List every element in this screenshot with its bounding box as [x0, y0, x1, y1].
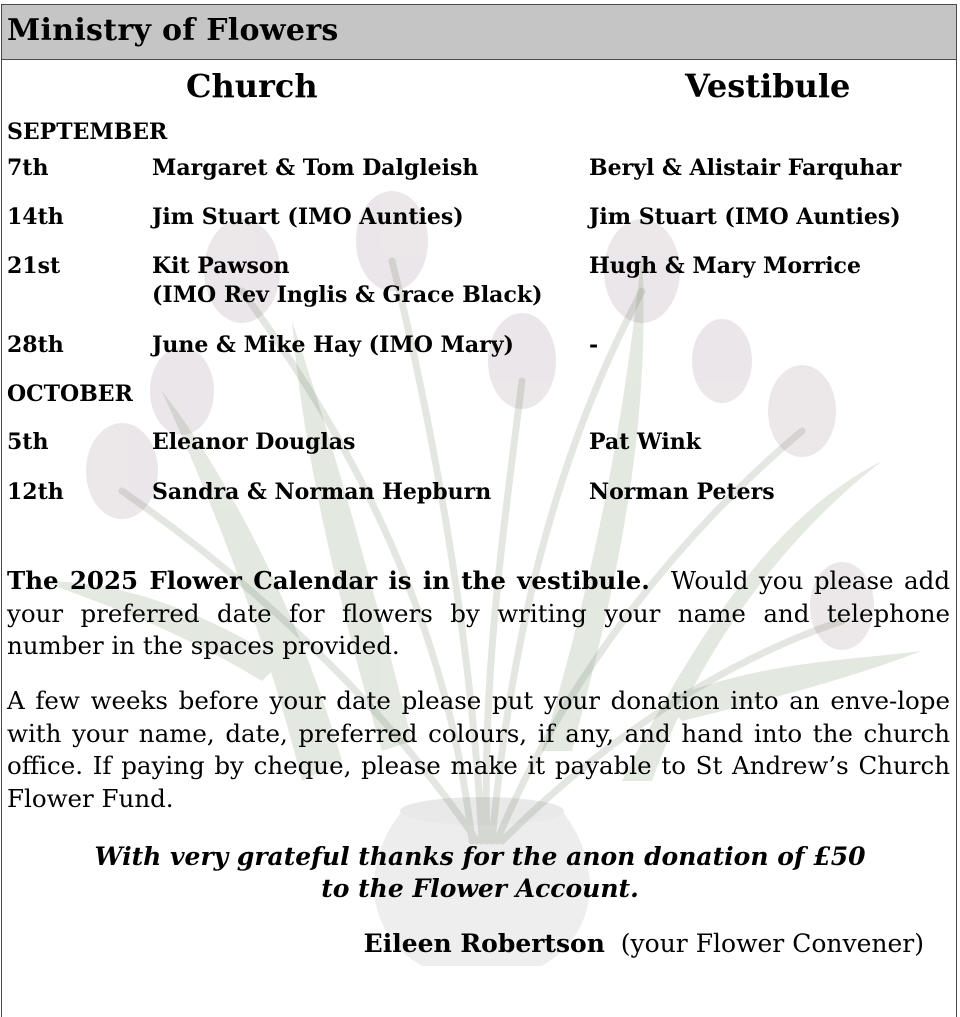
church-cell: Kit Pawson [152, 253, 290, 279]
date-cell: 12th [7, 479, 64, 505]
vestibule-cell: Pat Wink [589, 429, 701, 455]
date-cell: 5th [7, 429, 49, 455]
signature-role: (your Flower Convener) [620, 929, 924, 958]
calendar-instructions: Would you please add your preferred date for flowers by writing your name and telephone number in the spaces provided. [7, 566, 950, 660]
calendar-paragraph [7, 565, 950, 663]
signature [364, 929, 924, 958]
vestibule-cell: Jim Stuart (IMO Aunties) [589, 204, 901, 230]
thanks-line-2: to the Flower Account. [321, 874, 639, 903]
vestibule-cell: Norman Peters [589, 479, 775, 505]
month-heading-september: SEPTEMBER [7, 119, 168, 145]
calendar-notice: The 2025 Flower Calendar is in the vestibule. [7, 566, 650, 595]
vestibule-cell: Beryl & Alistair Farquhar [589, 155, 902, 181]
church-cell: Sandra & Norman Hepburn [152, 479, 492, 505]
flowers-notice [1, 4, 957, 1017]
signature-name: Eileen Robertson [363, 929, 605, 958]
page-header [2, 5, 956, 60]
church-cell: Margaret & Tom Dalgleish [152, 155, 479, 181]
date-cell: 28th [7, 332, 64, 358]
church-cell: Jim Stuart (IMO Aunties) [152, 204, 464, 230]
vestibule-column-heading: Vestibule [685, 67, 851, 105]
page-title: Ministry of Flowers [7, 13, 339, 48]
date-cell: 7th [7, 155, 49, 181]
thanks-line-1: With very grateful thanks for the anon donation of £50 [94, 842, 866, 871]
month-heading-october: OCTOBER [7, 381, 133, 407]
church-cell-note: (IMO Rev Inglis & Grace Black) [152, 282, 543, 308]
church-cell: June & Mike Hay (IMO Mary) [152, 332, 514, 358]
church-cell: Eleanor Douglas [152, 429, 356, 455]
thanks-message [2, 841, 957, 905]
date-cell: 21st [7, 253, 61, 279]
vestibule-cell: Hugh & Mary Morrice [589, 253, 861, 279]
date-cell: 14th [7, 204, 64, 230]
church-column-heading: Church [186, 67, 318, 105]
vestibule-cell: - [589, 332, 599, 358]
donation-paragraph: A few weeks before your date please put your donation into an enve-lope with your name, date, preferred colours, if any, and hand into the church office. If paying by cheque, please make it payable to St Andrew’s Church Flower Fund. [7, 686, 950, 813]
